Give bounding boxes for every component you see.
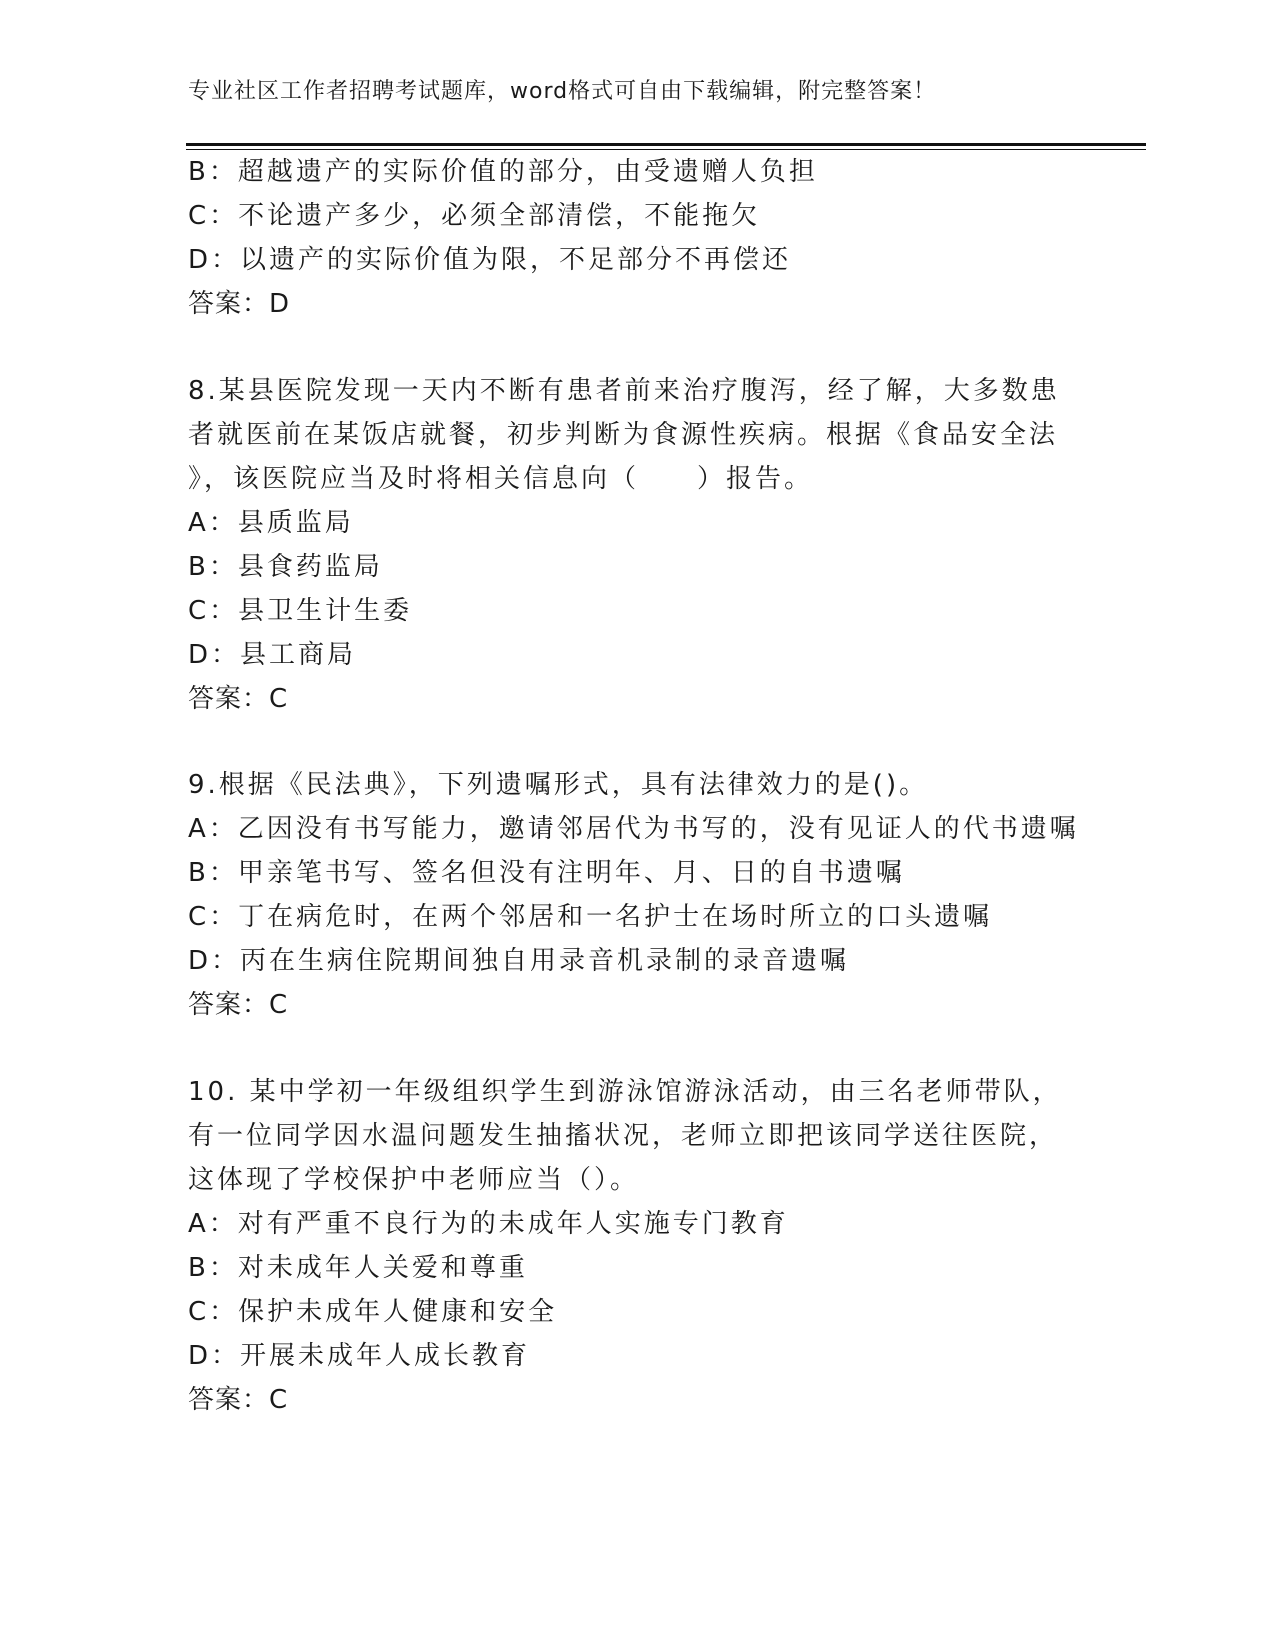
q10-option-a: A：对有严重不良行为的未成年人实施专门教育 <box>188 1209 789 1239</box>
q9-option-b: B：甲亲笔书写、签名但没有注明年、月、日的自书遗嘱 <box>188 858 905 888</box>
q10-option-d: D：开展未成年人成长教育 <box>188 1341 531 1371</box>
q10-stem-line1: 10. 某中学初一年级组织学生到游泳馆游泳活动，由三名老师带队， <box>188 1077 1062 1107</box>
q7-option-c: C：不论遗产多少，必须全部清偿，不能拖欠 <box>188 201 761 231</box>
q7-answer: 答案：D <box>188 289 291 319</box>
q8-stem-line1: 8.某县医院发现一天内不断有患者前来治疗腹泻，经了解，大多数患 <box>188 376 1060 406</box>
q8-option-a: A：县质监局 <box>188 508 354 538</box>
q8-option-b: B：县食药监局 <box>188 552 383 582</box>
q8-answer: 答案：C <box>188 684 289 714</box>
q8-option-c: C：县卫生计生委 <box>188 596 413 626</box>
q10-option-c: C：保护未成年人健康和安全 <box>188 1297 558 1327</box>
q8-option-d: D：县工商局 <box>188 640 357 670</box>
header-rule-thin <box>186 149 1146 150</box>
q9-answer: 答案：C <box>188 990 289 1020</box>
q9-option-c: C：丁在病危时，在两个邻居和一名护士在场时所立的口头遗嘱 <box>188 902 993 932</box>
q9-option-a: A：乙因没有书写能力，邀请邻居代为书写的，没有见证人的代书遗嘱 <box>188 814 1079 844</box>
q10-answer: 答案：C <box>188 1385 289 1415</box>
q7-option-d: D：以遗产的实际价值为限，不足部分不再偿还 <box>188 245 792 275</box>
q9-stem-line1: 9.根据《民法典》，下列遗嘱形式，具有法律效力的是()。 <box>188 770 929 800</box>
q10-stem-line2: 有一位同学因水温问题发生抽搐状况，老师立即把该同学送往医院， <box>188 1121 1059 1151</box>
header-rule-thick <box>186 143 1146 146</box>
q7-option-b: B：超越遗产的实际价值的部分，由受遗赠人负担 <box>188 157 818 187</box>
q10-stem-line3: 这体现了学校保护中老师应当（）。 <box>188 1165 640 1195</box>
q10-option-b: B：对未成年人关爱和尊重 <box>188 1253 528 1283</box>
q8-stem-line3: 》，该医院应当及时将相关信息向（ ）报告。 <box>188 464 814 494</box>
page-header: 专业社区工作者招聘考试题库，word格式可自由下载编辑，附完整答案！ <box>188 79 937 104</box>
q9-option-d: D：丙在生病住院期间独自用录音机录制的录音遗嘱 <box>188 946 850 976</box>
q8-stem-line2: 者就医前在某饭店就餐，初步判断为食源性疾病。根据《食品安全法 <box>188 420 1059 450</box>
